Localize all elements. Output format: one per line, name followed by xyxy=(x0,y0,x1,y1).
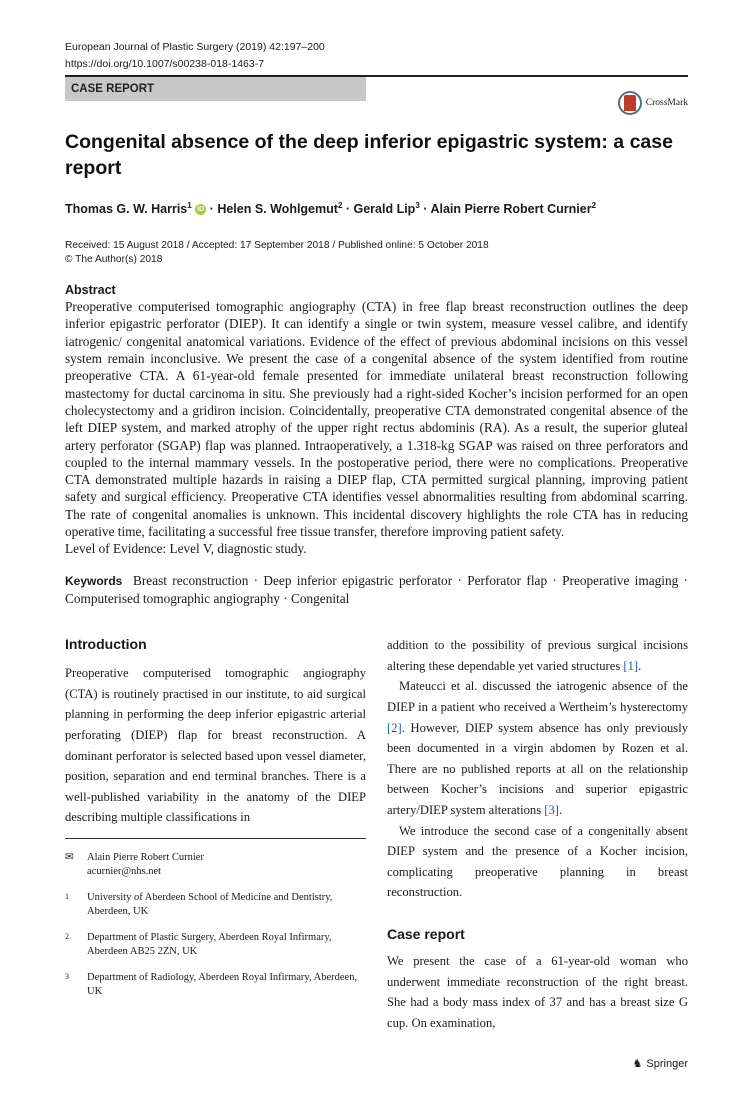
citation-link[interactable]: [2] xyxy=(387,720,402,735)
affiliation xyxy=(65,931,366,959)
corresponding-email[interactable]: acurnier@nhs.net xyxy=(87,865,162,877)
abstract-body xyxy=(65,298,688,557)
abstract-text: Preoperative computerised tomographic angiography (CTA) in free flap breast reconstruction outlines the deep inferior epigastric perforator (DIEP). It can identify a single or twin system, measure vessel calibre, and identify iatrogenic/ congenital anatomical variations. Evidence of the effect of previous abdominal incisions on this vessel system remain inconclusive. We present the case of a congenital absence of the system identified from routine preoperative CTA. A 61-year-old female presented for immediate unilateral breast reconstruction following mastectomy for ductal carcinoma in situ. She previously had a right-sided Kocher’s incision performed for an open cholecystectomy and a gridiron incision. Coincidentally, preoperative CTA demonstrated congenital absence of the left DIEP system, and marked atrophy of the upper right rectus abdominis (RA). As a result, the superior gluteal artery perforator (SGAP) flap was planned. Intraoperatively, a 1.318-kg SGAP was raised on three perforators and coupled to the internal mammary vessels. In the postoperative period, there were no complications. Preoperative CTA demonstrated multiple hazards in raising a DIEP flap, CTA permitted surgical planning, improving patient safety and surgical efficiency. Preoperative CTA identifies vessel abnormalities resulting from abdominal scarring. The rate of congenital anomalies is unknown. This incidental discovery highlights the role CTA has in reducing operative time, facilitating a successful free tissue transfer, therefore improving patient safety. xyxy=(65,299,688,540)
affiliation-number: 1 xyxy=(65,891,69,901)
orcid-icon[interactable]: iD xyxy=(197,206,205,214)
keywords xyxy=(65,572,688,608)
author-name[interactable]: Gerald Lip xyxy=(353,202,416,217)
case-paragraph: We present the case of a 61-year-old woman who underwent immediate reconstruction of the right breast. She had a body mass index of 37 and has a breast size G cup. On examination, xyxy=(387,953,688,1030)
crossmark-button[interactable] xyxy=(618,91,688,115)
affiliation-mark: 2 xyxy=(337,201,343,210)
author-name[interactable]: Helen S. Wohlgemut xyxy=(217,202,338,217)
affiliation-mark: 3 xyxy=(415,201,420,210)
author-name[interactable]: Thomas G. W. Harris xyxy=(65,202,188,217)
left-column xyxy=(65,635,366,1033)
affiliation-mark: 1 xyxy=(187,201,192,210)
copyright-notice: © The Author(s) 2018 xyxy=(65,254,163,266)
author-name[interactable]: Alain Pierre Robert Curnier xyxy=(430,202,592,217)
crossmark-icon xyxy=(618,91,642,115)
section-row xyxy=(65,77,688,115)
affiliation xyxy=(65,971,366,999)
intro-paragraph: We introduce the second case of a congenitally absent DIEP system and the presence of a Kocher incision, complicating preoperative planning in breast reconstruction. xyxy=(387,823,688,900)
envelope-icon: ✉ xyxy=(65,851,74,863)
doi-link[interactable]: https://doi.org/10.1007/s00238-018-1463-7 xyxy=(65,58,265,70)
intro-paragraph-continued: addition to the possibility of previous surgical incisions altering these dependable yet varied structures [1]. xyxy=(387,638,688,673)
author-separator: · xyxy=(419,202,431,217)
intro-paragraph: Preoperative computerised tomographic angiography (CTA) is routinely practised in our institute, to aid surgical planning in performing the deep inferior epigastric arterial perforating (DIEP) flap for breast reconstruction. A dominant perforator is selected based upon vessel diameter, position, separation and end terminal branches. There is a well-published variability in the anatomy of the DIEP describing multiple classifications in xyxy=(65,666,366,825)
crossmark-label: CrossMark xyxy=(645,98,688,108)
affiliation-number: 3 xyxy=(65,971,69,981)
level-of-evidence: Level of Evidence: Level V, diagnostic study. xyxy=(65,541,307,557)
affiliation-text: Department of Plastic Surgery, Aberdeen Royal Infirmary, Aberdeen AB25 2ZN, UK xyxy=(87,931,332,957)
intro-paragraph: Mateucci et al. discussed the iatrogenic absence of the DIEP in a patient who received a Wertheim’s hysterectomy [2]. However, DIEP system absence has only previously been documented in a virgin abdomen by Rozen et al. There are no published reports at all on the relationship between Kocher’s incisions and superior epigastric artery/DIEP system alterations [3]. xyxy=(387,679,688,817)
text: Mateucci et al. discussed the iatrogenic absence of the DIEP in a patient who received a Wertheim’s hysterectomy xyxy=(387,679,688,714)
affiliation-text: University of Aberdeen School of Medicine and Dentistry, Aberdeen, UK xyxy=(87,891,333,917)
affiliation-number: 2 xyxy=(65,931,69,941)
case-report-heading: Case report xyxy=(387,925,465,942)
introduction-heading: Introduction xyxy=(65,636,147,653)
footnote-rule xyxy=(65,838,366,839)
keywords-label: Keywords xyxy=(65,573,123,588)
abstract-heading: Abstract xyxy=(65,283,116,298)
affiliation-mark: 2 xyxy=(591,201,597,210)
publisher-name: Springer xyxy=(646,1057,688,1070)
article-dates xyxy=(65,239,688,267)
author-separator: · xyxy=(342,202,354,217)
right-column xyxy=(387,635,688,1033)
publisher-logo xyxy=(65,1057,688,1070)
text: addition to the possibility of previous surgical incisions altering these dependable yet varied structures xyxy=(387,638,688,673)
section-label: CASE REPORT xyxy=(65,77,366,101)
article-title: Congenital absence of the deep inferior epigastric system: a case report xyxy=(65,131,673,179)
keywords-text: Breast reconstruction · Deep inferior epigastric perforator · Perforator flap · Preoperative imaging · Computerised tomographic angiography · Congenital xyxy=(65,572,688,606)
corresponding-author: Alain Pierre Robert Curnier xyxy=(87,851,204,863)
journal-header xyxy=(65,39,688,73)
publication-history: Received: 15 August 2018 / Accepted: 17 September 2018 / Published online: 5 October 2018 xyxy=(65,240,489,252)
citation-link[interactable]: [3] xyxy=(544,802,559,817)
affiliation-text: Department of Radiology, Aberdeen Royal Infirmary, Aberdeen, UK xyxy=(87,971,358,997)
author-list xyxy=(65,197,688,218)
text: . However, DIEP system absence has only previously been documented in a virgin abdomen by Rozen et al. There are no published reports at all on the relationship between Kocher’s incisions and superior epigastric artery/DIEP system alterations xyxy=(387,720,688,817)
author-separator: · xyxy=(206,202,218,217)
affiliation xyxy=(65,891,366,919)
journal-citation: European Journal of Plastic Surgery (2019) 42:197–200 xyxy=(65,41,325,53)
citation-link[interactable]: [1] xyxy=(623,658,639,673)
springer-horse-icon: ♞ xyxy=(632,1058,643,1071)
two-column-body xyxy=(65,635,688,1033)
correspondence xyxy=(65,851,366,879)
